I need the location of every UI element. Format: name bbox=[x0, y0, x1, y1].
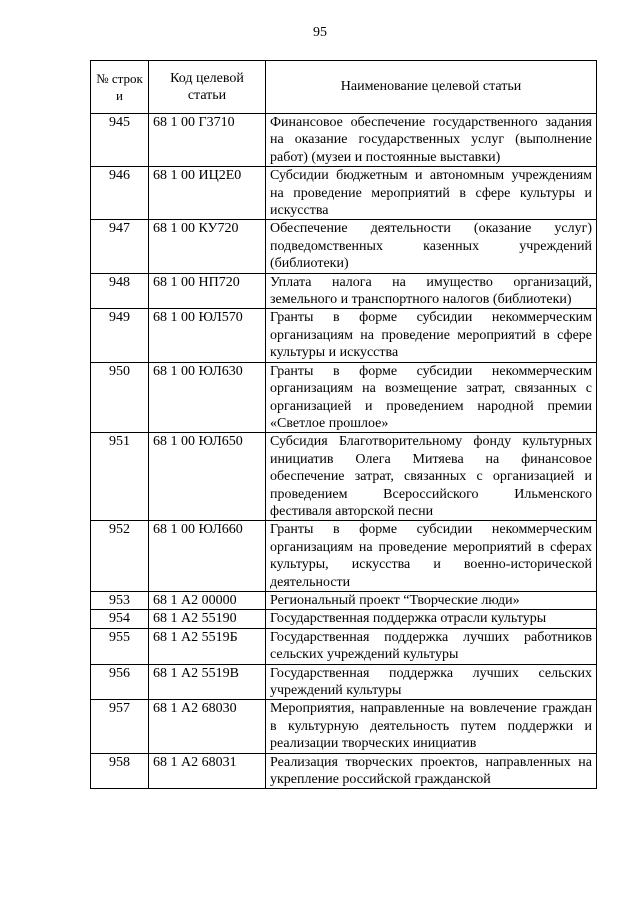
row-number: 947 bbox=[91, 220, 149, 273]
row-code: 68 1 00 НП720 bbox=[149, 273, 266, 309]
row-name: Мероприятия, направленные на вовлечение граждан в культурную деятельность путем поддержки и реализации творческих инициатив bbox=[266, 700, 597, 753]
row-number: 954 bbox=[91, 610, 149, 628]
row-number: 958 bbox=[91, 753, 149, 789]
row-code: 68 1 00 Г3710 bbox=[149, 114, 266, 167]
row-code: 68 1 00 ЮЛ650 bbox=[149, 433, 266, 521]
row-number: 952 bbox=[91, 521, 149, 592]
row-code: 68 1 00 ЮЛ570 bbox=[149, 309, 266, 362]
target-articles-table bbox=[90, 60, 597, 789]
row-code: 68 1 00 ЮЛ630 bbox=[149, 362, 266, 433]
header-row-number: № строк и bbox=[91, 61, 149, 114]
row-code: 68 1 А2 68031 bbox=[149, 753, 266, 789]
row-number: 956 bbox=[91, 664, 149, 700]
row-name: Государственная поддержка лучших работников сельских учреждений культуры bbox=[266, 628, 597, 664]
row-number: 948 bbox=[91, 273, 149, 309]
row-code: 68 1 А2 5519Б bbox=[149, 628, 266, 664]
header-name: Наименование целевой статьи bbox=[266, 61, 597, 114]
table-row bbox=[91, 273, 597, 309]
row-name: Государственная поддержка отрасли культуры bbox=[266, 610, 597, 628]
row-code: 68 1 00 КУ720 bbox=[149, 220, 266, 273]
row-name: Гранты в форме субсидии некоммерческим организациям на возмещение затрат, связанных с организацией и проведением народной премии «Светлое прошлое» bbox=[266, 362, 597, 433]
table-row bbox=[91, 521, 597, 592]
table-row bbox=[91, 433, 597, 521]
table-row bbox=[91, 610, 597, 628]
table-row bbox=[91, 362, 597, 433]
row-name: Гранты в форме субсидии некоммерческим организациям на проведение мероприятий в сфере культуры и искусства bbox=[266, 309, 597, 362]
row-number: 955 bbox=[91, 628, 149, 664]
row-name: Государственная поддержка лучших сельских учреждений культуры bbox=[266, 664, 597, 700]
row-name: Субсидия Благотворительному фонду культурных инициатив Олега Митяева на финансовое обеспечение затрат, связанных с организацией и проведением Всероссийского Ильменского фестиваля авторской песни bbox=[266, 433, 597, 521]
row-number: 957 bbox=[91, 700, 149, 753]
table-row bbox=[91, 628, 597, 664]
row-code: 68 1 00 ЮЛ660 bbox=[149, 521, 266, 592]
table-row bbox=[91, 753, 597, 789]
row-number: 951 bbox=[91, 433, 149, 521]
header-code: Код целевой статьи bbox=[149, 61, 266, 114]
row-name: Обеспечение деятельности (оказание услуг) подведомственных казенных учреждений (библиотеки) bbox=[266, 220, 597, 273]
table-header-row bbox=[91, 61, 597, 114]
row-code: 68 1 00 ИЦ2Е0 bbox=[149, 167, 266, 220]
table-row bbox=[91, 167, 597, 220]
table-row bbox=[91, 220, 597, 273]
row-number: 945 bbox=[91, 114, 149, 167]
row-name: Финансовое обеспечение государственного задания на оказание государственных услуг (выполнение работ) (музеи и постоянные выставки) bbox=[266, 114, 597, 167]
row-name: Региональный проект “Творческие люди» bbox=[266, 591, 597, 609]
row-name: Уплата налога на имущество организаций, земельного и транспортного налогов (библиотеки) bbox=[266, 273, 597, 309]
row-name: Гранты в форме субсидии некоммерческим организациям на проведение мероприятий в сферах культуры, искусства и военно-исторической деятельности bbox=[266, 521, 597, 592]
row-code: 68 1 А2 5519В bbox=[149, 664, 266, 700]
row-code: 68 1 А2 55190 bbox=[149, 610, 266, 628]
table-row bbox=[91, 591, 597, 609]
page-number: 95 bbox=[313, 25, 327, 40]
row-number: 953 bbox=[91, 591, 149, 609]
table-row bbox=[91, 114, 597, 167]
row-number: 949 bbox=[91, 309, 149, 362]
row-name: Реализация творческих проектов, направленных на укрепление российской гражданской bbox=[266, 753, 597, 789]
row-number: 950 bbox=[91, 362, 149, 433]
table-row bbox=[91, 700, 597, 753]
row-code: 68 1 А2 68030 bbox=[149, 700, 266, 753]
row-name: Субсидии бюджетным и автономным учреждениям на проведение мероприятий в сфере культуры и искусства bbox=[266, 167, 597, 220]
table-row bbox=[91, 664, 597, 700]
row-number: 946 bbox=[91, 167, 149, 220]
row-code: 68 1 А2 00000 bbox=[149, 591, 266, 609]
table-row bbox=[91, 309, 597, 362]
